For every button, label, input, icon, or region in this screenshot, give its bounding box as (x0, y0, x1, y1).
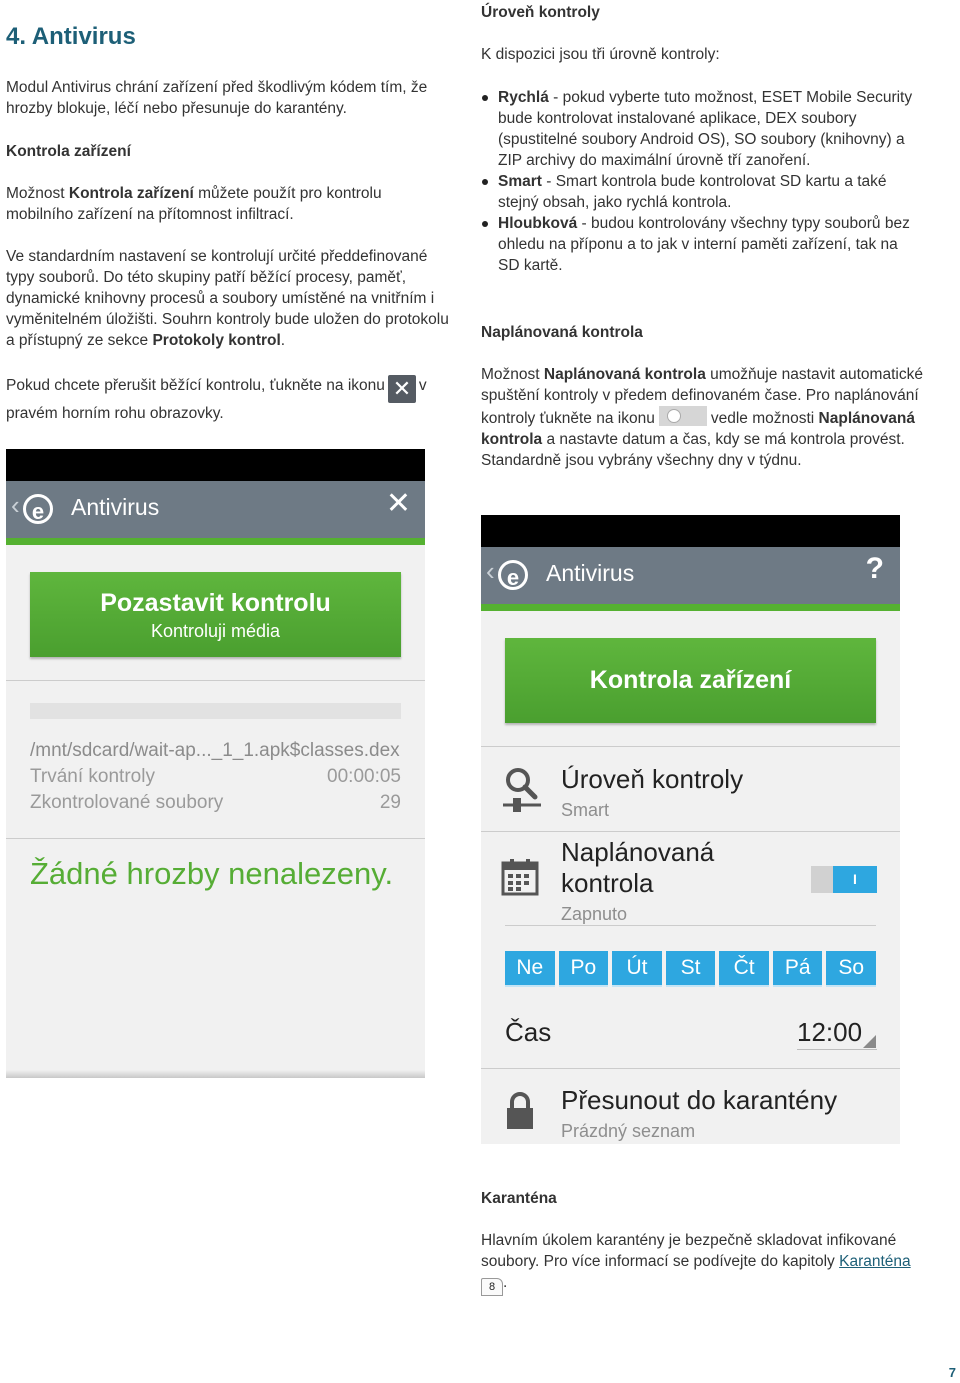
help-icon[interactable]: ? (865, 552, 884, 585)
scan-level-label: Úroveň kontroly (561, 764, 744, 794)
day-button-sunday[interactable]: Ne (505, 951, 555, 985)
antivirus-settings-screenshot (481, 515, 900, 1144)
section-heading-device-scan: Kontrola zařízení (6, 143, 131, 160)
time-picker-value[interactable]: 12:00 (797, 1017, 863, 1047)
pause-scan-label: Pozastavit kontrolu (100, 589, 331, 617)
magnifier-slider-icon (501, 765, 543, 813)
current-file-path: /mnt/sdcard/wait-ap..._1_1.apk$classes.dex (30, 740, 400, 761)
stop-scan-paragraph (6, 375, 451, 424)
scan-level-value: Smart (561, 800, 610, 820)
eset-logo-icon: e (498, 560, 528, 590)
intro-paragraph: Modul Antivirus chrání zařízení před škodlivým kódem tím, že hrozby blokuje, léčí nebo přesunuje do karantény. (6, 79, 428, 117)
day-button-friday[interactable]: Pá (773, 951, 823, 985)
quarantine-value: Prázdný seznam (561, 1121, 696, 1141)
bold-text: Rychlá (498, 89, 549, 106)
device-scan-button[interactable] (505, 638, 876, 723)
page-title: 4. Antivirus (6, 23, 136, 50)
device-scan-paragraph (6, 183, 446, 225)
calendar-icon (501, 858, 539, 896)
toggle-off-icon (659, 406, 707, 426)
bottom-shadow (6, 1070, 425, 1078)
accent-bar (6, 538, 425, 545)
pause-scan-button[interactable] (30, 572, 401, 657)
scan-progress-bar (30, 703, 401, 719)
text: . (280, 332, 286, 349)
divider (6, 838, 425, 839)
text: - Smart kontrola bude kontrolovat SD kartu a také stejný obsah, jako rychlá kontrola. (498, 173, 887, 211)
section-heading-quarantine: Karanténa (481, 1190, 557, 1207)
text: vedle možnosti (710, 410, 819, 427)
time-label: Čas (505, 1017, 552, 1047)
scan-duration-row (30, 765, 401, 789)
text: Možnost (6, 185, 69, 202)
text: umožňuje nastavit automatické spuštění kontroly v předem definovaném čase. Pro naplánování kontroly ťukněte na ikonu (481, 366, 923, 427)
quarantine-paragraph (481, 1230, 941, 1296)
scheduled-scan-label-line2: kontrola (561, 868, 654, 898)
default-settings-paragraph (6, 246, 453, 351)
list-item (481, 213, 921, 276)
app-bar (481, 547, 900, 604)
close-icon[interactable]: ✕ (385, 487, 411, 520)
status-bar (481, 515, 900, 547)
accent-bar (481, 604, 900, 611)
scheduled-scan-paragraph (481, 364, 941, 471)
text: - pokud vyberte tuto možnost, ESET Mobile Security bude kontrolovat instalované aplikace, DEX soubory (spustitelné soubory Android OS), SO soubory (knihovny) a ZIP archivy do maximální úrovně tří zanoření. (498, 89, 913, 169)
app-bar (6, 481, 425, 538)
page-number: 7 (948, 1365, 956, 1380)
day-button-tuesday[interactable]: Út (612, 951, 662, 985)
scan-result: Žádné hrozby nenalezeny. (30, 856, 394, 891)
scan-level-list (481, 87, 921, 276)
text: Pokud chcete přerušit běžící kontrolu, ťukněte na ikonu (6, 377, 385, 394)
scan-level-intro: K dispozici jsou tři úrovně kontroly: (481, 46, 720, 63)
bold-text: Kontrola zařízení (68, 185, 194, 202)
eset-logo-icon: e (23, 494, 53, 524)
bold-text: Protokoly kontrol (152, 332, 281, 349)
section-heading-scan-level: Úroveň kontroly (481, 4, 600, 21)
bold-text: Naplánovaná kontrola (481, 410, 916, 448)
text: a nastavte datum a čas, kdy se má kontrola provést. Standardně jsou vybrány všechny dny v týdnu. (481, 431, 905, 469)
day-button-saturday[interactable]: So (826, 951, 876, 985)
text: Ve standardním nastavení se kontrolují určité předdefinované typy souborů. Do této skupiny patří běžící procesy, paměť, dynamické knihovny procesů a soubory umístěné na vnitřním i vyměnitelném úložišti. Souhrn kontroly bude uložen do protokolu a přístupný ze sekce (6, 248, 449, 349)
bold-text: Naplánovaná kontrola (543, 366, 706, 383)
divider (481, 746, 900, 747)
bold-text: Smart (498, 173, 542, 190)
list-item (481, 171, 921, 213)
scan-duration-value: 00:00:05 (327, 766, 401, 787)
scanned-files-value: 29 (379, 792, 401, 813)
app-title: Antivirus (71, 494, 160, 520)
scanned-files-row (30, 791, 401, 815)
dropdown-corner-icon (863, 1035, 876, 1048)
divider (505, 925, 876, 926)
back-chevron-icon[interactable]: ‹ (11, 490, 20, 520)
scheduled-scan-label-line1: Naplánovaná (561, 837, 715, 867)
text: v pravém horním rohu obrazovky. (6, 377, 427, 422)
divider (481, 1068, 900, 1069)
weekday-selector (505, 951, 876, 985)
day-button-thursday[interactable]: Čt (719, 951, 769, 985)
scheduled-scan-value: Zapnuto (561, 904, 628, 924)
quarantine-label: Přesunout do karantény (561, 1085, 838, 1115)
antivirus-scan-screenshot (6, 449, 425, 1078)
day-button-monday[interactable]: Po (559, 951, 609, 985)
text: - budou kontrolovány všechny typy souborů bez ohledu na příponu a to jak v interní paměti zařízení, tak na SD kartě. (498, 215, 910, 274)
text: Hlavním úkolem karantény je bezpečně skladovat infikované soubory. Pro více informací se podívejte do kapitoly (481, 1232, 897, 1270)
pause-scan-status: Kontroluji média (150, 621, 281, 641)
text: . (503, 1274, 508, 1291)
section-heading-scheduled-scan: Naplánovaná kontrola (481, 324, 643, 341)
divider (6, 680, 425, 681)
device-scan-label: Kontrola zařízení (589, 666, 792, 694)
back-chevron-icon[interactable]: ‹ (486, 556, 495, 586)
scan-duration-label: Trvání kontroly (30, 766, 155, 787)
day-button-wednesday[interactable]: St (666, 951, 716, 985)
list-item (481, 87, 921, 171)
toggle-on-label: I (833, 866, 877, 893)
text: můžete použít pro kontrolu mobilního zařízení na přítomnost infiltrací. (6, 185, 382, 223)
text: Možnost (481, 366, 544, 383)
lock-icon (505, 1092, 535, 1130)
divider (481, 831, 900, 832)
time-underline (797, 1049, 877, 1050)
close-icon: ✕ (388, 375, 416, 403)
scanned-files-label: Zkontrolované soubory (30, 792, 224, 813)
scheduled-scan-toggle[interactable] (811, 866, 877, 893)
status-bar (6, 449, 425, 481)
page-reference-icon[interactable]: 8 (481, 1278, 503, 1296)
quarantine-link[interactable]: Karanténa (839, 1253, 911, 1270)
app-title: Antivirus (546, 560, 635, 586)
bold-text: Hloubková (498, 215, 578, 232)
